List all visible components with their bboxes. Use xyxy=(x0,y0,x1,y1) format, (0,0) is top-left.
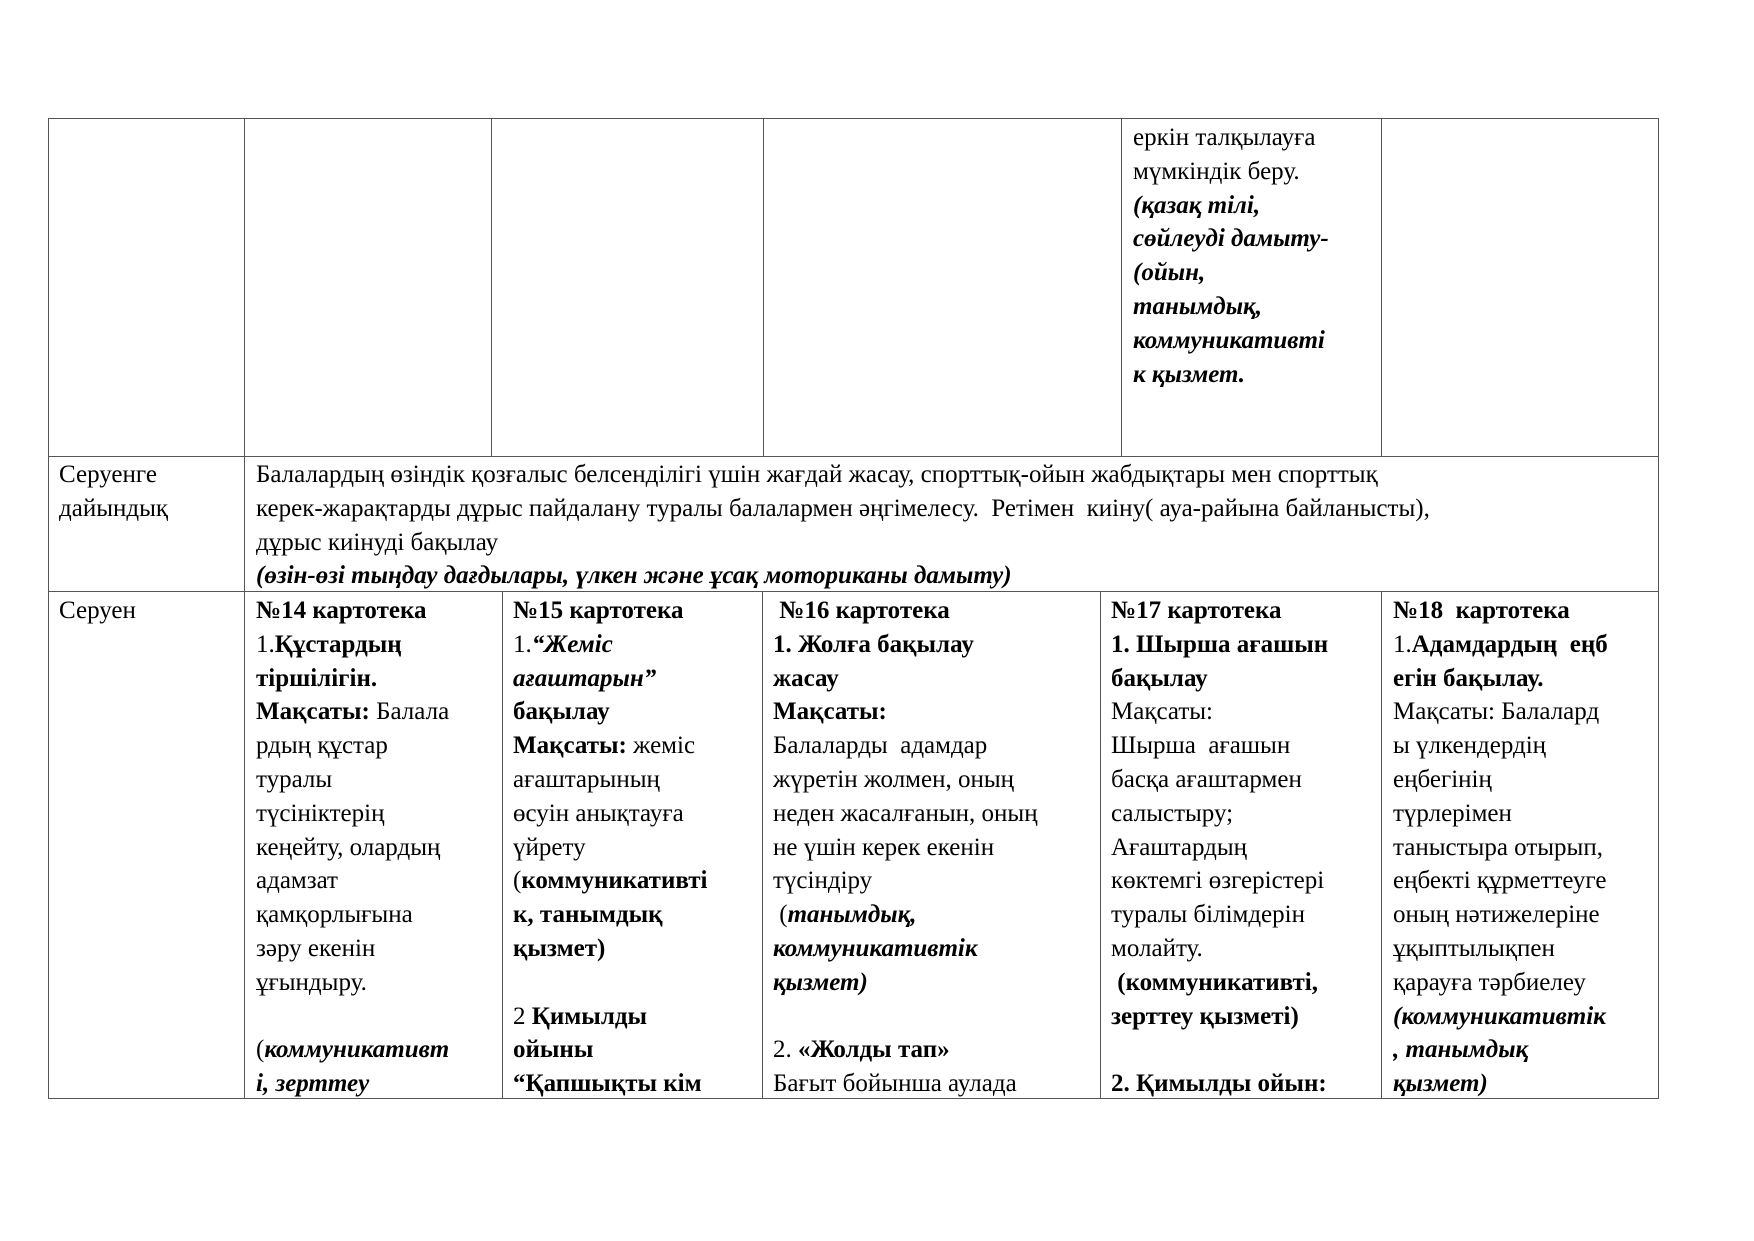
table-border-left xyxy=(48,118,49,1099)
cell-text-line: керек-жарақтарды дұрыс пайдалану туралы балалармен әңгімелесу. Ретімен киіну( ауа-райына байланысты), xyxy=(256,494,1430,522)
row3-col4-cell xyxy=(1111,594,1379,1097)
card-title: №14 картотека xyxy=(256,597,427,624)
game-text: Бағыт бойынша аулада xyxy=(773,1070,1017,1097)
row2-label-cell xyxy=(59,458,241,526)
item-title: ағаштарын” xyxy=(513,664,657,692)
goal-text: Балала xyxy=(369,698,450,726)
item-title: 1. Шырша ағашын xyxy=(1111,630,1329,658)
goal-text: таныстыра отырып, xyxy=(1393,833,1603,861)
table-col-divider xyxy=(1100,591,1101,1099)
card-title: №17 картотека xyxy=(1111,597,1282,624)
item-title: бақылау xyxy=(1111,664,1208,692)
activity-type: коммуникативт xyxy=(264,1036,450,1064)
table-border-top xyxy=(48,118,1659,119)
item-title: бақылау xyxy=(513,698,610,726)
goal-text: Мақсаты: Балалард xyxy=(1393,698,1600,726)
goal-text: ағаштарының xyxy=(513,765,660,793)
game-title: “Қапшықты кім xyxy=(513,1070,702,1097)
row-label-line: дайындық xyxy=(59,494,169,522)
item-number: 2 xyxy=(513,1002,532,1030)
table-col-divider xyxy=(1121,118,1122,457)
cell-italic-line: к қызмет. xyxy=(1133,360,1245,388)
activity-type: қызмет) xyxy=(773,968,868,996)
goal-text: жеміс xyxy=(626,732,696,760)
goal-text: қамқорлығына xyxy=(256,901,413,929)
activity-type: қызмет) xyxy=(1393,1070,1488,1097)
goal-text: оның нәтижелеріне xyxy=(1393,901,1600,929)
activity-type: қызмет) xyxy=(513,934,606,962)
activity-type: коммуникативтік xyxy=(773,934,978,962)
goal-text: зәру екенін xyxy=(256,934,376,962)
row3-col1-cell xyxy=(256,594,500,1097)
table-row-divider xyxy=(48,456,1659,457)
cell-text-line: дұрыс киінуді бақылау xyxy=(256,528,499,556)
goal-text: жүретін жолмен, оның xyxy=(773,765,1015,793)
goal-text: ы үлкендердің xyxy=(1393,732,1547,760)
goal-label: Мақсаты: xyxy=(773,698,887,726)
goal-text: туралы xyxy=(256,765,333,793)
goal-text: адамзат xyxy=(256,867,338,895)
cell-text-line: еркін талқылауға xyxy=(1133,124,1316,151)
goal-text: молайту. xyxy=(1111,934,1203,962)
item-number: 1. xyxy=(256,630,275,658)
goal-text: үйрету xyxy=(513,833,586,861)
game-title: 2. Қимылды ойын: xyxy=(1111,1070,1327,1097)
item-number: 1. xyxy=(513,630,532,658)
game-title: ойыны xyxy=(513,1036,594,1064)
goal-text: қарауға тәрбиелеу xyxy=(1393,968,1586,996)
goal-text: неден жасалғанын, оның xyxy=(773,799,1038,827)
activity-type: (коммуникативтік xyxy=(1393,1002,1606,1030)
table-col-divider xyxy=(244,118,245,1099)
row-label-line: Серуен xyxy=(59,597,136,624)
item-title: егін бақылау. xyxy=(1393,664,1544,692)
row-label-line: Серуенге xyxy=(59,461,157,488)
row3-col2-cell xyxy=(513,594,760,1097)
item-title: 1. Жолға бақылау xyxy=(773,630,974,658)
goal-text: кеңейту, олардың xyxy=(256,833,441,861)
item-title: “Жеміс xyxy=(531,630,613,658)
goal-text: еңбегінің xyxy=(1393,765,1492,793)
table-col-divider xyxy=(1381,591,1382,1099)
goal-text: еңбекті құрметтеуге xyxy=(1393,867,1607,895)
goal-text: басқа ағаштармен xyxy=(1111,765,1302,793)
row3-label-cell xyxy=(59,594,241,628)
item-title: Адамдардың еңб xyxy=(1411,630,1608,658)
goal-label: Мақсаты: xyxy=(256,698,370,726)
goal-text: өсуін анықтауға xyxy=(513,799,684,827)
row3-col3-cell xyxy=(773,594,1098,1097)
paren: ( xyxy=(773,901,788,929)
activity-type: танымдық, xyxy=(787,901,917,929)
goal-text: көктемгі өзгерістері xyxy=(1111,867,1325,895)
cell-text-line: мүмкіндік беру. xyxy=(1133,157,1300,185)
goal-text: түрлерімен xyxy=(1393,799,1512,827)
activity-type: зерттеу қызметі) xyxy=(1111,1002,1299,1030)
card-title: №18 картотека xyxy=(1393,597,1570,624)
paren: ( xyxy=(513,867,522,895)
goal-text: түсіндіру xyxy=(773,867,873,895)
table-col-divider xyxy=(763,118,764,457)
activity-type: , танымдық xyxy=(1393,1036,1529,1064)
row3-col5-cell xyxy=(1393,594,1656,1097)
row1-col5-cell xyxy=(1133,121,1379,391)
item-title: жасау xyxy=(773,664,839,692)
activity-type: (коммуникативті, xyxy=(1111,968,1318,996)
card-title: №16 картотека xyxy=(773,597,950,624)
table-col-divider xyxy=(1381,118,1382,457)
cell-italic-line: коммуникативті xyxy=(1133,326,1325,354)
item-title: тіршілігін. xyxy=(256,664,378,692)
cell-italic-line: (қазақ тілі, xyxy=(1133,191,1261,219)
goal-text: Балаларды адамдар xyxy=(773,732,988,760)
table-col-divider xyxy=(491,118,492,457)
goal-text: не үшін керек екенін xyxy=(773,833,995,861)
goal-text: түсініктерің xyxy=(256,799,385,827)
cell-italic-line: сөйлеуді дамыту- xyxy=(1133,225,1329,253)
card-title: №15 картотека xyxy=(513,597,684,624)
cell-italic-line: (ойын, xyxy=(1133,259,1206,287)
table-border-right xyxy=(1658,118,1659,1099)
item-title: Құстардың xyxy=(274,630,402,658)
goal-text: ұғындыру. xyxy=(256,968,367,996)
activity-type: коммуникативті xyxy=(521,867,708,895)
goal-text: Ағаштардың xyxy=(1111,833,1248,861)
goal-text: рдың құстар xyxy=(256,732,388,760)
goal-label: Мақсаты: xyxy=(513,732,627,760)
game-title: «Жолды тап» xyxy=(798,1036,950,1064)
table-border-bottom xyxy=(48,1098,1659,1099)
game-title: Қимылды xyxy=(531,1002,648,1030)
goal-text: ұқыптылықпен xyxy=(1393,934,1555,962)
cell-text-line: Балалардың өзіндік қозғалыс белсенділігі үшін жағдай жасау, спорттық-ойын жабдықтары мен спорттық xyxy=(256,461,1378,488)
activity-type: і, зерттеу xyxy=(256,1070,370,1097)
row2-content-cell xyxy=(256,458,1656,593)
item-number: 1. xyxy=(1393,630,1412,658)
goal-text: Шырша ағашын xyxy=(1111,732,1291,760)
goal-text: салыстыру; xyxy=(1111,799,1234,827)
paren: ( xyxy=(256,1036,265,1064)
goal-text: туралы білімдерін xyxy=(1111,901,1305,929)
cell-italic-line: танымдық, xyxy=(1133,292,1262,320)
item-number: 2. xyxy=(773,1036,798,1064)
goal-label: Мақсаты: xyxy=(1111,698,1213,726)
table-col-divider xyxy=(502,591,503,1099)
activity-type: к, танымдық xyxy=(513,901,663,929)
table-col-divider xyxy=(762,591,763,1099)
cell-italic-line: (өзін-өзі тыңдау дағдылары, үлкен және ұсақ моториканы дамыту) xyxy=(256,562,1012,590)
